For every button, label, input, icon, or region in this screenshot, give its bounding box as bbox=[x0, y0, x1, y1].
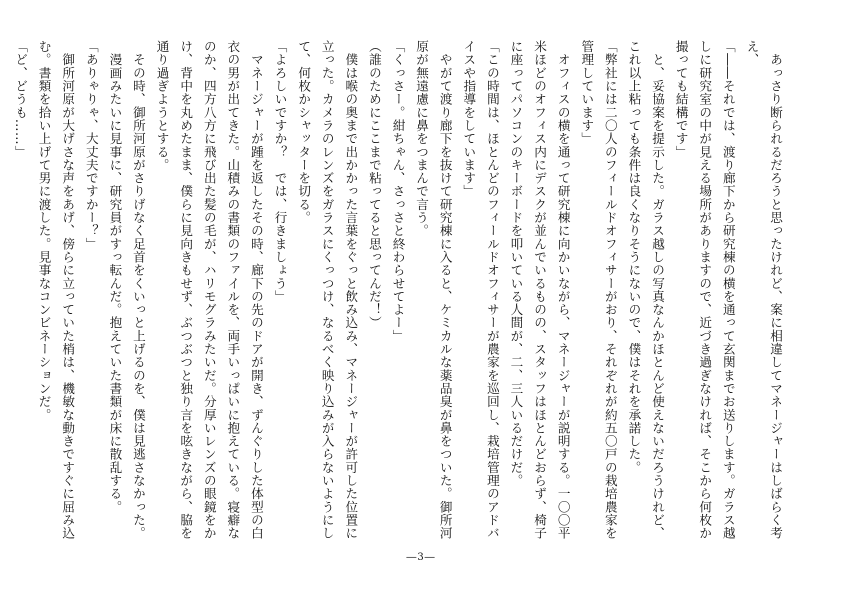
paragraph: 「――それでは、渡り廊下から研究棟の横を通って玄関までお送りします。ガラス越しに研究室の中が見える場所がありますので、近づき過ぎなければ、そこから何枚か撮っても結構です」 bbox=[673, 40, 736, 540]
paragraph: 「ありゃりゃ、大丈夫ですかー？」 bbox=[83, 40, 99, 251]
paragraph: （誰のためにここまで粘ってると思ってんだ！） bbox=[366, 40, 382, 330]
paragraph: マネージャーが踵を返したその時、廊下の先のドアが開き、ずんぐりした体型の白衣の男が出てきた。山積みの書類のファイルを、両手いっぱいに抱えている。寝癖なのか、四方八方に飛び出た髪の毛が、ハリモグラみたいだ。分厚いレンズの眼鏡をかけ、背中を丸めたまま、僕らに見向きもせず、ぶつぶつと独り言を呟きながら、脇を通り過ぎようとする。 bbox=[154, 40, 264, 540]
paragraph: 御所河原が大げさな声をあげ、傍らに立っていた梢は、機敏な動きですぐに屈み込む。書類を拾い上げて男に渡した。見事なコンビネーションだ。 bbox=[36, 40, 76, 540]
paragraph: やがて渡り廊下を抜けて研究棟に入ると、ケミカルな薬品臭が鼻をついた。御所河原が無遠慮に鼻をつまんで言う。 bbox=[414, 40, 453, 540]
paragraph: オフィスの横を通って研究棟に向かいながら、マネージャーが説明する。一〇〇平米ほどのオフィス内にデスクが並んでいるものの、スタッフはほとんどおらず、椅子に座ってパソコンのキーボードを叩いている人間が、二、三人いるだけだ。 bbox=[508, 40, 571, 540]
paragraph: 「よろしいですか？ では、行きましょう」 bbox=[272, 40, 288, 303]
paragraph: 「くっさー。紺ちゃん、さっさと終わらせてよー」 bbox=[390, 40, 406, 343]
page-number: ―3― bbox=[406, 552, 436, 563]
paragraph: 「ど、どうも……」 bbox=[13, 40, 28, 159]
paragraph: と、妥協案を提示した。ガラス越しの写真なんかほとんど使えないだろうけれど、これ以上粘っても条件は良くなりそうにないので、僕はそれを承諾した。 bbox=[626, 40, 666, 540]
paragraph: あっさり断られるだろうと思ったけれど、案に相違してマネージャーはしばらく考え、 bbox=[744, 40, 783, 540]
paragraph: 「弊社には二〇人のフィールドオフィサーがおり、それぞれが約五〇戸の栽培農家を管理しています」 bbox=[579, 40, 618, 540]
paragraph: その時、御所河原がさりげなく足首をくいっと上げるのを、僕は見逃さなかった。 bbox=[130, 40, 146, 540]
paragraph: 僕は喉の奥まで出かかった言葉をぐっと飲み込み、マネージャーが許可した位置に立った。カメラのレンズをガラスにくっつけ、なるべく映り込みが入らないようにして、何枚かシャッターを切る。 bbox=[296, 40, 359, 540]
paragraph: 漫画みたいに見事に、研究員がすっ転んだ。抱えていた書類が床に散乱する。 bbox=[107, 40, 123, 514]
paragraph: 「この時間は、ほとんどのフィールドオフィサーが農家を巡回し、栽培管理のアドバイスや指導をしています」 bbox=[461, 40, 500, 540]
vertical-body-text bbox=[13, 40, 787, 540]
